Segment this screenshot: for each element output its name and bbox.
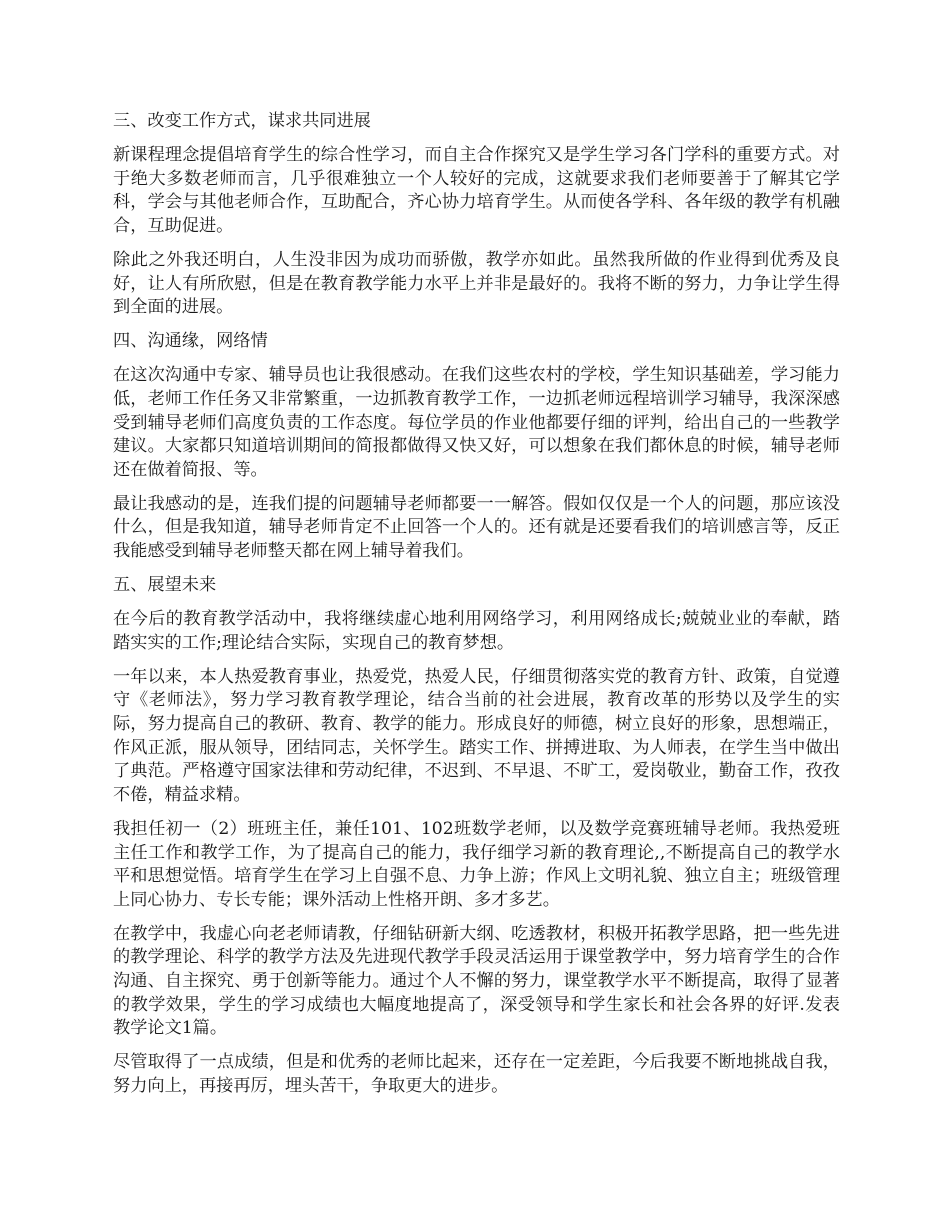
paragraph: 一年以来，本人热爱教育事业，热爱党，热爱人民，仔细贯彻落实党的教育方针、政策，自觉遵守《老师法》，努力学习教育教学理论，结合当前的社会进展，教育改革的形势以及学生的实际，努力提高自己的教研、教育、教学的能力。形成良好的师德，树立良好的形象，思想端正，作风正派，服从领导，团结同志，关怀学生。踏实工作、拼搏进取、为人师表，在学生当中做出了典范。严格遵守国家法律和劳动纪律，不迟到、不早退、不旷工，爱岗敬业，勤奋工作，孜孜不倦，精益求精。 — [113, 666, 840, 805]
paragraph: 在今后的教育教学活动中，我将继续虚心地利用网络学习，利用网络成长;兢兢业业的奉献，踏踏实实的工作;理论结合实际，实现自己的教育梦想。 — [113, 609, 840, 653]
paragraph: 我担任初一（2）班班主任，兼任101、102班数学老师，以及数学竞赛班辅导老师。我热爱班主任工作和教学工作，为了提高自己的能力，我仔细学习新的教育理论,,不断提高自己的教学水平和思想觉悟。培育学生在学习上自强不息、力争上游；作风上文明礼貌、独立自主；班级管理上同心协力、专长专能；课外活动上性格开朗、多才多艺。 — [113, 818, 840, 910]
paragraph: 新课程理念提倡培育学生的综合性学习，而自主合作探究又是学生学习各门学科的重要方式。对于绝大多数老师而言，几乎很难独立一个人较好的完成，这就要求我们老师要善于了解其它学科，学会与其他老师合作，互助配合，齐心协力培育学生。从而使各学科、各年级的教学有机融合，互助促进。 — [113, 145, 840, 236]
paragraph: 在这次沟通中专家、辅导员也让我很感动。在我们这些农村的学校，学生知识基础差，学习能力低，老师工作任务又非常繁重，一边抓教育教学工作，一边抓老师远程培训学习辅导，我深深感受到辅导老师们高度负责的工作态度。每位学员的作业他都要仔细的评判，给出自己的一些教学建议。大家都只知道培训期间的简报都做得又快又好，可以想象在我们都休息的时候，辅导老师还在做着简报、等。 — [113, 365, 840, 480]
section-heading-5: 五、展望未来 — [113, 575, 217, 596]
section-heading-4: 四、沟通缘，网络情 — [113, 331, 268, 352]
paragraph: 在教学中，我虚心向老老师请教，仔细钻研新大纲、吃透教材，积极开拓教学思路，把一些先进的教学理论、科学的教学方法及先进现代教学手段灵活运用于课堂教学中，努力培育学生的合作沟通、自主探究、勇于创新等能力。通过个人不懈的努力，课堂教学水平不断提高，取得了显著的教学效果，学生的学习成绩也大幅度地提高了，深受领导和学生家长和社会各界的好评.发表教学论文1篇。 — [113, 923, 840, 1039]
paragraph: 最让我感动的是，连我们提的问题辅导老师都要一一解答。假如仅仅是一个人的问题，那应该没什么，但是我知道，辅导老师肯定不止回答一个人的。还有就是还要看我们的培训感言等，反正我能感受到辅导老师整天都在网上辅导着我们。 — [113, 493, 840, 561]
section-heading-3: 三、改变工作方式，谋求共同进展 — [113, 111, 371, 131]
document-page — [113, 110, 840, 1109]
paragraph: 尽管取得了一点成绩，但是和优秀的老师比起来，还存在一定差距，今后我要不断地挑战自我，努力向上，再接再厉，埋头苦干，争取更大的进步。 — [113, 1052, 840, 1096]
paragraph: 除此之外我还明白，人生没非因为成功而骄傲，教学亦如此。虽然我所做的作业得到优秀及良好，让人有所欣慰，但是在教育教学能力水平上并非是最好的。我将不断的努力，力争让学生得到全面的进展。 — [113, 249, 840, 318]
